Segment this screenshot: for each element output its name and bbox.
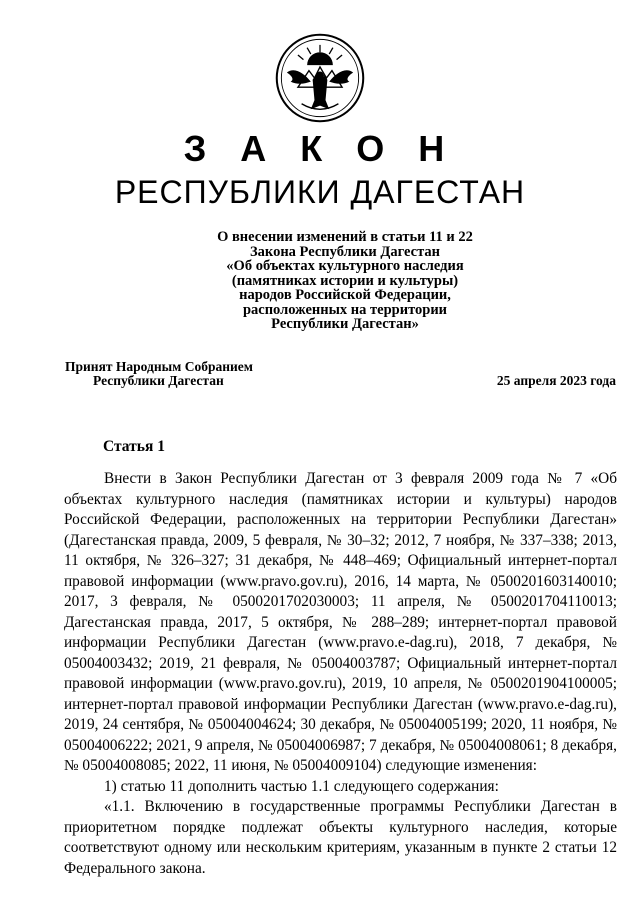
- article-paragraph: «1.1. Включению в государственные программы Республики Дагестан в приоритетном порядке подлежат объекты культурного наследия, которые соответствуют одному или нескольким критериям, указанным в пункте 2 статьи 12 Федерального закона.: [64, 798, 617, 877]
- document-title: З А К О Н: [183, 128, 457, 169]
- article-paragraph: 1) статью 11 дополнить частью 1.1 следующего содержания:: [104, 777, 499, 795]
- law-name-line: Республики Дагестан»: [271, 316, 419, 332]
- article-paragraph: Внести в Закон Республики Дагестан от 3 февраля 2009 года № 7 «Об объектах культурного наследия (памятниках истории и культуры) народов Российской Федерации, расположенных на территории Республики Дагестан» (Дагестанская правда, 2009, 5 февраля, № 30–32; 2012, 7 ноября, № 337–338; 2013, 11 октября, № 326–327; 31 декабря, № 448–469; Официальный интернет-портал правовой информации (www.pravo.gov.ru), 2016, 14 марта, № 0500201603140010; 2017, 3 февраля, № 0500201702030003; 11 апреля, № 0500201704110013; Дагестанская правда, 2017, 5 октября, № 288–289; интернет-портал правовой информации Республики Дагестан (www.pravo.e-dag.ru), 2018, 7 декабря, № 05004003432; 2019, 21 февраля, № 05004003787; Официальный интернет-портал правовой информации (www.pravo.gov.ru), 2019, 10 апреля, № 0500201904100005; интернет-портал правовой информации Республики Дагестан (www.pravo.e-dag.ru), 2019, 24 сентября, № 05004004624; 30 декабря, № 05004005199; 2020, 11 ноября, № 05004006222; 2021, 9 апреля, № 05004006987; 7 декабря, № 05004008061; 8 декабря, № 05004008085; 2022, 11 июня, № 05004009104) следующие изменения:: [64, 470, 617, 774]
- adoption-line-2: Республики Дагестан: [93, 373, 224, 388]
- law-name-line: расположенных на территории: [242, 301, 448, 318]
- law-name-line: «Об объектах культурного наследия: [226, 258, 464, 274]
- adoption-date: 25 апреля 2023 года: [496, 373, 616, 388]
- article-heading: Статья 1: [103, 438, 165, 455]
- law-name-line: народов Российской Федерации,: [239, 287, 451, 303]
- law-name-block: [190, 230, 500, 332]
- article-body: [64, 469, 617, 879]
- coat-of-arms-emblem: [274, 32, 366, 124]
- adoption-info: [65, 360, 253, 388]
- adoption-line-1: Принят Народным Собранием: [65, 359, 253, 374]
- document-subtitle: РЕСПУБЛИКИ ДАГЕСТАН: [114, 174, 526, 210]
- law-name-line: О внесении изменений в статьи 11 и 22: [217, 229, 473, 245]
- law-name-line: (памятниках истории и культуры): [231, 272, 459, 289]
- law-name-line: Закона Республики Дагестан: [250, 243, 440, 260]
